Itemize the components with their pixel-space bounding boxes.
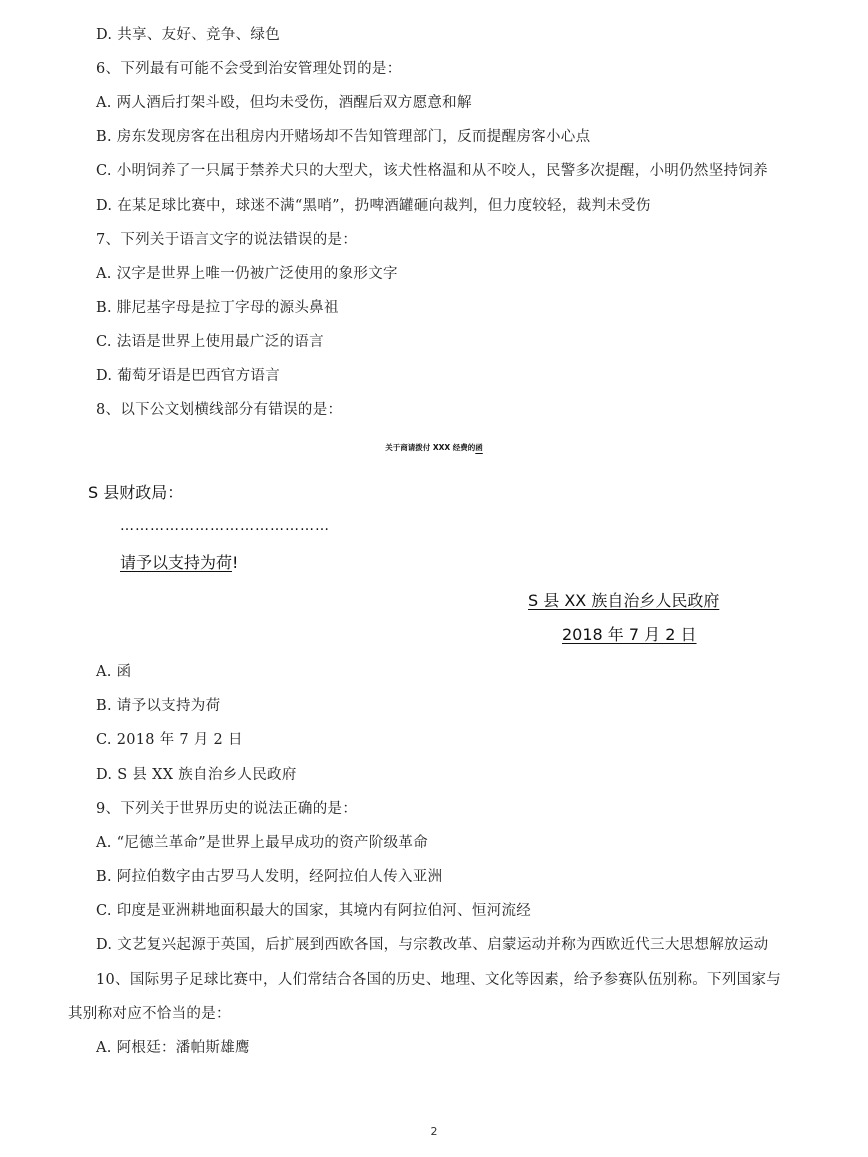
- option-c-q6: C. 小明饲养了一只属于禁养犬只的大型犬，该犬性格温和从不咬人，民警多次提醒，小明仍然坚持饲养: [96, 163, 768, 179]
- option-c-q9: C. 印度是亚洲耕地面积最大的国家，其境内有阿拉伯河、恒河流经: [96, 903, 532, 919]
- letter-date: 2018 年 7 月 2 日: [562, 625, 697, 644]
- option-a-q9: A. “尼德兰革命”是世界上最早成功的资产阶级革命: [96, 835, 429, 851]
- option-b-q9: B. 阿拉伯数字由古罗马人发明，经阿拉伯人传入亚洲: [96, 869, 443, 885]
- option-d-q5: D. 共享、友好、竞争、绿色: [96, 27, 281, 43]
- option-a-q6: A. 两人酒后打架斗殴，但均未受伤，酒醒后双方愿意和解: [96, 95, 472, 111]
- option-d-q7: D. 葡萄牙语是巴西官方语言: [96, 368, 281, 384]
- letter-title-main: 关于商请拨付 XXX 经费的: [385, 443, 476, 452]
- letter-addressee: S 县财政局：: [88, 483, 184, 502]
- question-10-line1: 10、国际男子足球比赛中，人们常结合各国的历史、地理、文化等因素，给予参赛队伍别称。下列国家与: [96, 972, 782, 988]
- question-8: 8、以下公文划横线部分有错误的是：: [96, 402, 343, 418]
- option-d-q8: D. S 县 XX 族自治乡人民政府: [96, 767, 297, 783]
- option-b-q8: B. 请予以支持为荷: [96, 698, 221, 714]
- option-b-q6: B. 房东发现房客在出租房内开赌场却不告知管理部门，反而提醒房客小心点: [96, 129, 591, 145]
- option-a-q10: A. 阿根廷：潘帕斯雄鹰: [96, 1040, 250, 1056]
- option-c-q7: C. 法语是世界上使用最广泛的语言: [96, 334, 324, 350]
- question-10-line2: 其别称对应不恰当的是：: [68, 1006, 231, 1022]
- option-a-q7: A. 汉字是世界上唯一仍被广泛使用的象形文字: [96, 266, 398, 282]
- question-9: 9、下列关于世界历史的说法正确的是：: [96, 801, 358, 817]
- question-7: 7、下列关于语言文字的说法错误的是：: [96, 232, 358, 248]
- letter-body-ellipsis: ……………………………………: [120, 518, 330, 534]
- option-c-q8: C. 2018 年 7 月 2 日: [96, 732, 243, 748]
- letter-closing-underlined: 请予以支持为荷: [120, 553, 233, 572]
- option-d-q6: D. 在某足球比赛中，球迷不满“黑哨”，扔啤酒罐砸向裁判，但力度较轻，裁判未受伤: [96, 198, 651, 214]
- option-b-q7: B. 腓尼基字母是拉丁字母的源头鼻祖: [96, 300, 339, 316]
- letter-sender: S 县 XX 族自治乡人民政府: [528, 591, 720, 610]
- option-a-q8: A. 函: [96, 664, 132, 680]
- option-d-q9: D. 文艺复兴起源于英国，后扩展到西欧各国，与宗教改革、启蒙运动并称为西欧近代三大思想解放运动: [96, 937, 769, 953]
- letter-title: [0, 442, 868, 453]
- question-6: 6、下列最有可能不会受到治安管理处罚的是：: [96, 61, 402, 77]
- letter-closing: [120, 550, 238, 573]
- page-number: 2: [430, 1125, 438, 1138]
- letter-title-underlined: 函: [475, 443, 483, 452]
- letter-closing-mark: !: [232, 553, 239, 572]
